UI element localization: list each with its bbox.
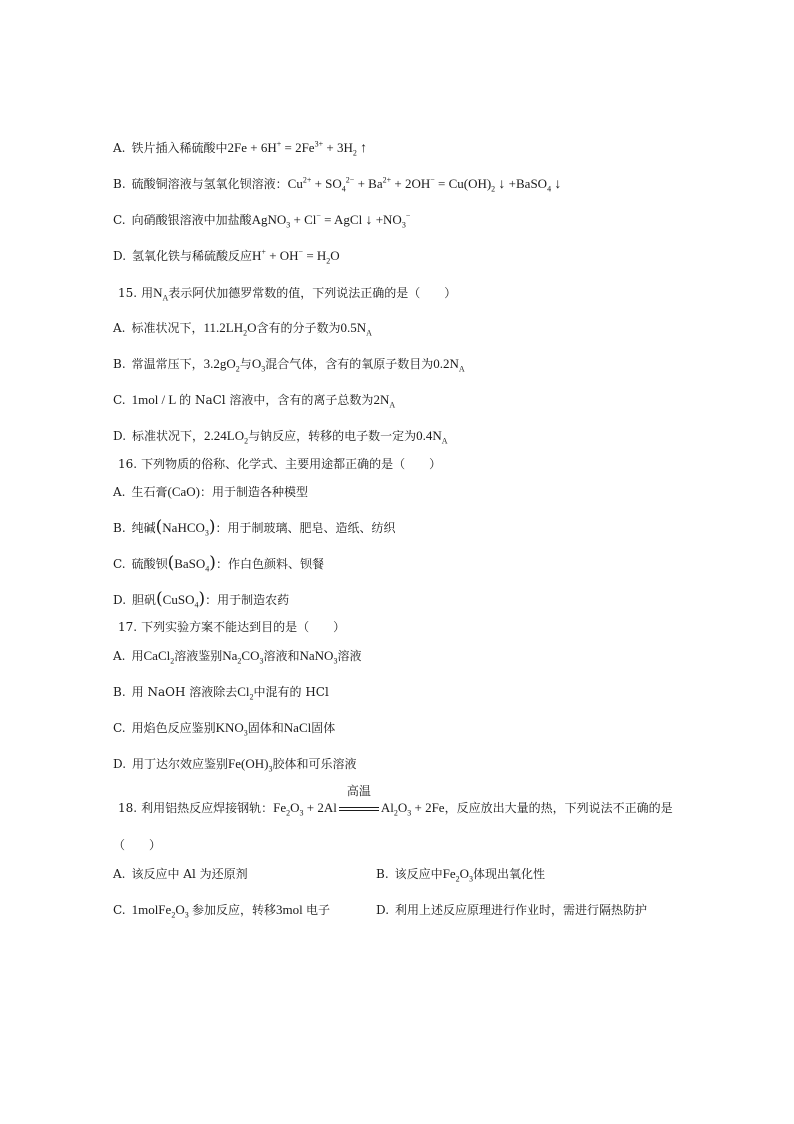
q18-option-d: D. 利用上述反应原理进行作业时，需进行隔热防护 [376, 903, 648, 917]
q15-option-d: D. 标准状况下，$2.24LO_2$与钠反应，转移的电子数一定为$0.4N_A$ [113, 428, 448, 446]
precipitate-arrow-icon: ↓ [365, 213, 373, 228]
gas-arrow-icon: ↑ [360, 141, 368, 156]
q15-option-b: B. 常温常压下，$3.2gO_2$与$O_3$混合气体，含有的氧原子数目为$0.2N_A$ [113, 356, 465, 374]
q16-stem: 16. 下列物质的俗称、化学式、主要用途都正确的是（ ） [118, 457, 442, 471]
formula: $Cu^{2+} + SO_4^{2-} + Ba^{2+} + 2OH^- = Cu(OH)_2$ ↓ +BaSO$_4$ ↓ [287, 175, 562, 194]
q17-option-a: A. 用CaCl$_2$溶液鉴别$Na_2CO_3$溶液和NaNO$_3$溶液 [113, 648, 362, 666]
q16-option-c: C. 硫酸钡(BaSO$_4$)：作白色颜料、钡餐 [113, 553, 324, 574]
q14-option-c: C. 向硝酸银溶液中加盐酸AgNO$_3$ + Cl− = AgCl ↓ $+NO_3^-$ [113, 211, 411, 230]
q18-option-c: C. $1molFe_2O_3$ 参加反应，转移3mol 电子 [113, 902, 330, 920]
formula: $H^+ + OH^- = H_2O$ [252, 247, 340, 266]
q17-option-c: C. 用焰色反应鉴别$KNO_3$固体和NaCl固体 [113, 720, 336, 738]
reaction-condition: 高温 [339, 800, 379, 816]
q17-option-b: B. 用 NaOH 溶液除去$Cl_2$中混有的 HCl [113, 684, 329, 702]
q17-option-d: D. 用丁达尔效应鉴别$Fe(OH)_3$胶体和可乐溶液 [113, 756, 357, 774]
q15-option-c: C. 1mol / L 的 NaCl 溶液中，含有的离子总数为$2N_A$ [113, 392, 396, 410]
q18-stem: 18. 利用铝热反应焊接钢轨：$Fe_2O_3 + 2Al$ 高温 $Al_2O_3 + 2Fe$，反应放出大量的热，下列说法不正确的是 [118, 784, 673, 818]
q16-option-d: D. 胆矾(CuSO$_4$)：用于制造农药 [113, 589, 290, 610]
q18-option-a: A. 该反应中 Al 为还原剂 [113, 867, 248, 881]
emphasis: 不能 [213, 620, 238, 634]
q14-option-b: B. 硫酸铜溶液与氢氧化钡溶液：$Cu^{2+} + SO_4^{2-} + Ba^{2+} + 2OH^- = Cu(OH)_2$ ↓ +BaSO$_4$ ↓ [113, 175, 562, 194]
q17-stem: 17. 下列实验方案不能达到目的是（ ） [118, 620, 346, 634]
formula: $2Fe + 6H^+ = 2Fe^{3+} + 3H_2$ ↑ [227, 139, 368, 158]
precipitate-arrow-icon: ↓ [498, 177, 506, 192]
q16-option-b: B. 纯碱(NaHCO$_3$)：用于制玻璃、肥皂、造纸、纺织 [113, 517, 396, 538]
q18-option-b: B. 该反应中$Fe_2O_3$体现出氧化性 [376, 866, 546, 884]
formula: AgNO$_3$ + Cl− = AgCl ↓ $+NO_3^-$ [251, 211, 411, 230]
q15-option-a: A. 标准状况下，$11.2LH_2O$含有的分子数为$0.5N_A$ [113, 320, 372, 338]
precipitate-arrow-icon: ↓ [554, 177, 562, 192]
q15-stem: 15. 用$N_A$表示阿伏加德罗常数的值，下列说法正确的是（ ） [118, 285, 457, 303]
equals-sign [339, 807, 379, 811]
q14-option-d: D. 氢氧化铁与稀硫酸反应$H^+ + OH^- = H_2O$ [113, 247, 340, 266]
q18-answer-paren: （ ） [113, 838, 162, 852]
q14-option-a: A. 铁片插入稀硫酸中$2Fe + 6H^+ = 2Fe^{3+} + 3H_2$ ↑ [113, 139, 368, 158]
q16-option-a: A. 生石膏(CaO)：用于制造各种模型 [113, 484, 309, 499]
